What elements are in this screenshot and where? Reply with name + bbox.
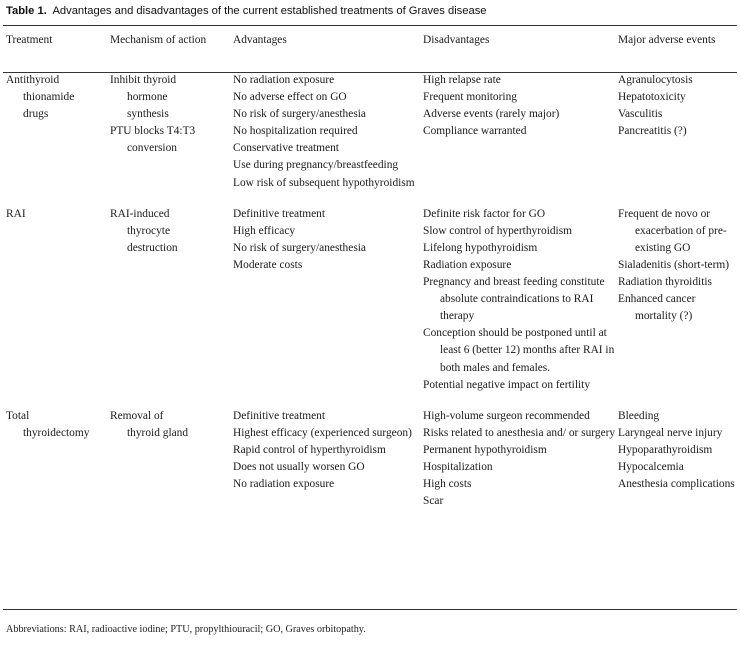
treatment-cell — [6, 408, 110, 511]
cell-line: Rapid control of hyperthyroidism — [233, 443, 386, 456]
advantages-cell — [233, 72, 423, 192]
row-spacer — [6, 394, 738, 408]
cell-line: Pregnancy and breast feeding constitute absolute contraindications to RAI therapy — [423, 276, 605, 323]
cell-line: Permanent hypothyroidism — [423, 443, 547, 456]
disadvantages-cell — [423, 72, 618, 192]
cell-line: Pancreatitis (?) — [618, 125, 687, 138]
table-label: Table 1. — [6, 5, 47, 17]
cell-line: Conservative treatment — [233, 142, 339, 155]
cell-line: destruction — [127, 241, 178, 254]
treatment-cell — [6, 72, 110, 192]
cell-line: synthesis — [127, 108, 169, 121]
cell-line: High-volume surgeon recommended — [423, 409, 590, 422]
cell-line: Vasculitis — [618, 108, 663, 121]
cell-line: No risk of surgery/anesthesia — [233, 241, 366, 254]
cell-line: No radiation exposure — [233, 478, 335, 491]
header-treatment: Treatment — [6, 34, 53, 46]
advantages-cell — [233, 206, 423, 394]
mechanism-cell — [110, 206, 233, 394]
cell-line: Slow control of hyperthyroidism — [423, 224, 573, 237]
cell-line: thyroid gland — [127, 426, 189, 439]
row-spacer-cell — [6, 394, 738, 408]
cell-line: Conception should be postponed until at least 6 (better 12) months after RAI in both males and females. — [423, 327, 615, 374]
mechanism-cell — [110, 408, 233, 511]
cell-line: Bleeding — [618, 409, 660, 422]
cell-line: Hypoparathyroidism — [618, 443, 713, 456]
top-rule — [3, 25, 737, 26]
cell-line: Definitive treatment — [233, 409, 326, 422]
cell-line: Lifelong hypothyroidism — [423, 241, 538, 254]
treatment-cell — [6, 206, 110, 394]
cell-line: Removal of — [110, 409, 164, 422]
cell-line: High efficacy — [233, 224, 296, 237]
cell-line: Antithyroid — [6, 74, 60, 86]
header-adverse-events: Major adverse events — [618, 34, 716, 46]
cell-line: Enhanced cancer mortality (?) — [618, 293, 696, 323]
cell-line: No risk of surgery/anesthesia — [233, 108, 366, 121]
cell-line: Anesthesia complications — [618, 478, 735, 491]
cell-line: hormone — [127, 91, 168, 104]
cell-line: Hypocalcemia — [618, 460, 684, 473]
bottom-rule — [3, 609, 737, 610]
cell-line: Scar — [423, 495, 444, 508]
cell-line: Inhibit thyroid — [110, 74, 177, 86]
cell-line: RAI-induced — [110, 207, 170, 220]
row-spacer — [6, 192, 738, 206]
cell-line: thionamide — [23, 91, 75, 104]
table-row — [6, 72, 738, 192]
cell-line: Potential negative impact on fertility — [423, 378, 591, 391]
advantages-cell — [233, 408, 423, 511]
cell-line: Compliance warranted — [423, 125, 527, 138]
cell-line: Definite risk factor for GO — [423, 207, 546, 220]
disadvantages-cell — [423, 408, 618, 511]
cell-line: Agranulocytosis — [618, 74, 693, 86]
cell-line: Moderate costs — [233, 258, 303, 271]
table-row — [6, 408, 738, 511]
cell-line: Hospitalization — [423, 460, 493, 473]
header-advantages: Advantages — [233, 34, 287, 46]
mechanism-cell — [110, 72, 233, 192]
cell-line: Low risk of subsequent hypothyroidism — [233, 176, 415, 189]
cell-line: Highest efficacy (experienced surgeon) — [233, 426, 412, 439]
cell-line: No hospitalization required — [233, 125, 358, 138]
cell-line: Total — [6, 409, 30, 422]
cell-line: Sialadenitis (short-term) — [618, 258, 730, 271]
table-body — [6, 72, 738, 510]
adverse-events-cell — [618, 206, 738, 394]
cell-line: thyroidectomy — [23, 426, 90, 439]
table-row — [6, 206, 738, 394]
header-mechanism: Mechanism of action — [110, 34, 207, 46]
cell-line: thyrocyte — [127, 224, 171, 237]
cell-line: Radiation thyroiditis — [618, 276, 712, 289]
cell-line: PTU blocks T4:T3 — [110, 125, 196, 138]
cell-line: Frequent de novo or exacerbation of pre-existing GO — [618, 207, 727, 254]
abbreviations-footnote: Abbreviations: RAI, radioactive iodine; PTU, propylthiouracil; GO, Graves orbitopathy. — [6, 624, 366, 635]
treatments-table — [6, 27, 738, 510]
cell-line: Laryngeal nerve injury — [618, 426, 723, 439]
cell-line: drugs — [23, 108, 49, 121]
cell-line: Hepatotoxicity — [618, 91, 686, 104]
cell-line: Does not usually worsen GO — [233, 460, 365, 473]
disadvantages-cell — [423, 206, 618, 394]
header-row — [6, 27, 738, 72]
cell-line: Risks related to anesthesia and/ or surgery — [423, 426, 616, 439]
cell-line: High costs — [423, 478, 472, 491]
adverse-events-cell — [618, 72, 738, 192]
adverse-events-cell — [618, 408, 738, 511]
table-caption — [6, 5, 487, 17]
cell-line: conversion — [127, 142, 177, 155]
cell-line: RAI — [6, 207, 26, 220]
cell-line: No adverse effect on GO — [233, 91, 347, 104]
cell-line: Frequent monitoring — [423, 91, 517, 104]
row-spacer-cell — [6, 192, 738, 206]
cell-line: Radiation exposure — [423, 258, 512, 271]
table-title: Advantages and disadvantages of the current established treatments of Graves disease — [52, 5, 487, 17]
cell-line: Adverse events (rarely major) — [423, 108, 560, 121]
header-disadvantages: Disadvantages — [423, 34, 490, 46]
cell-line: Definitive treatment — [233, 207, 326, 220]
cell-line: High relapse rate — [423, 74, 501, 86]
cell-line: Use during pregnancy/breastfeeding — [233, 159, 399, 172]
cell-line: No radiation exposure — [233, 74, 335, 86]
